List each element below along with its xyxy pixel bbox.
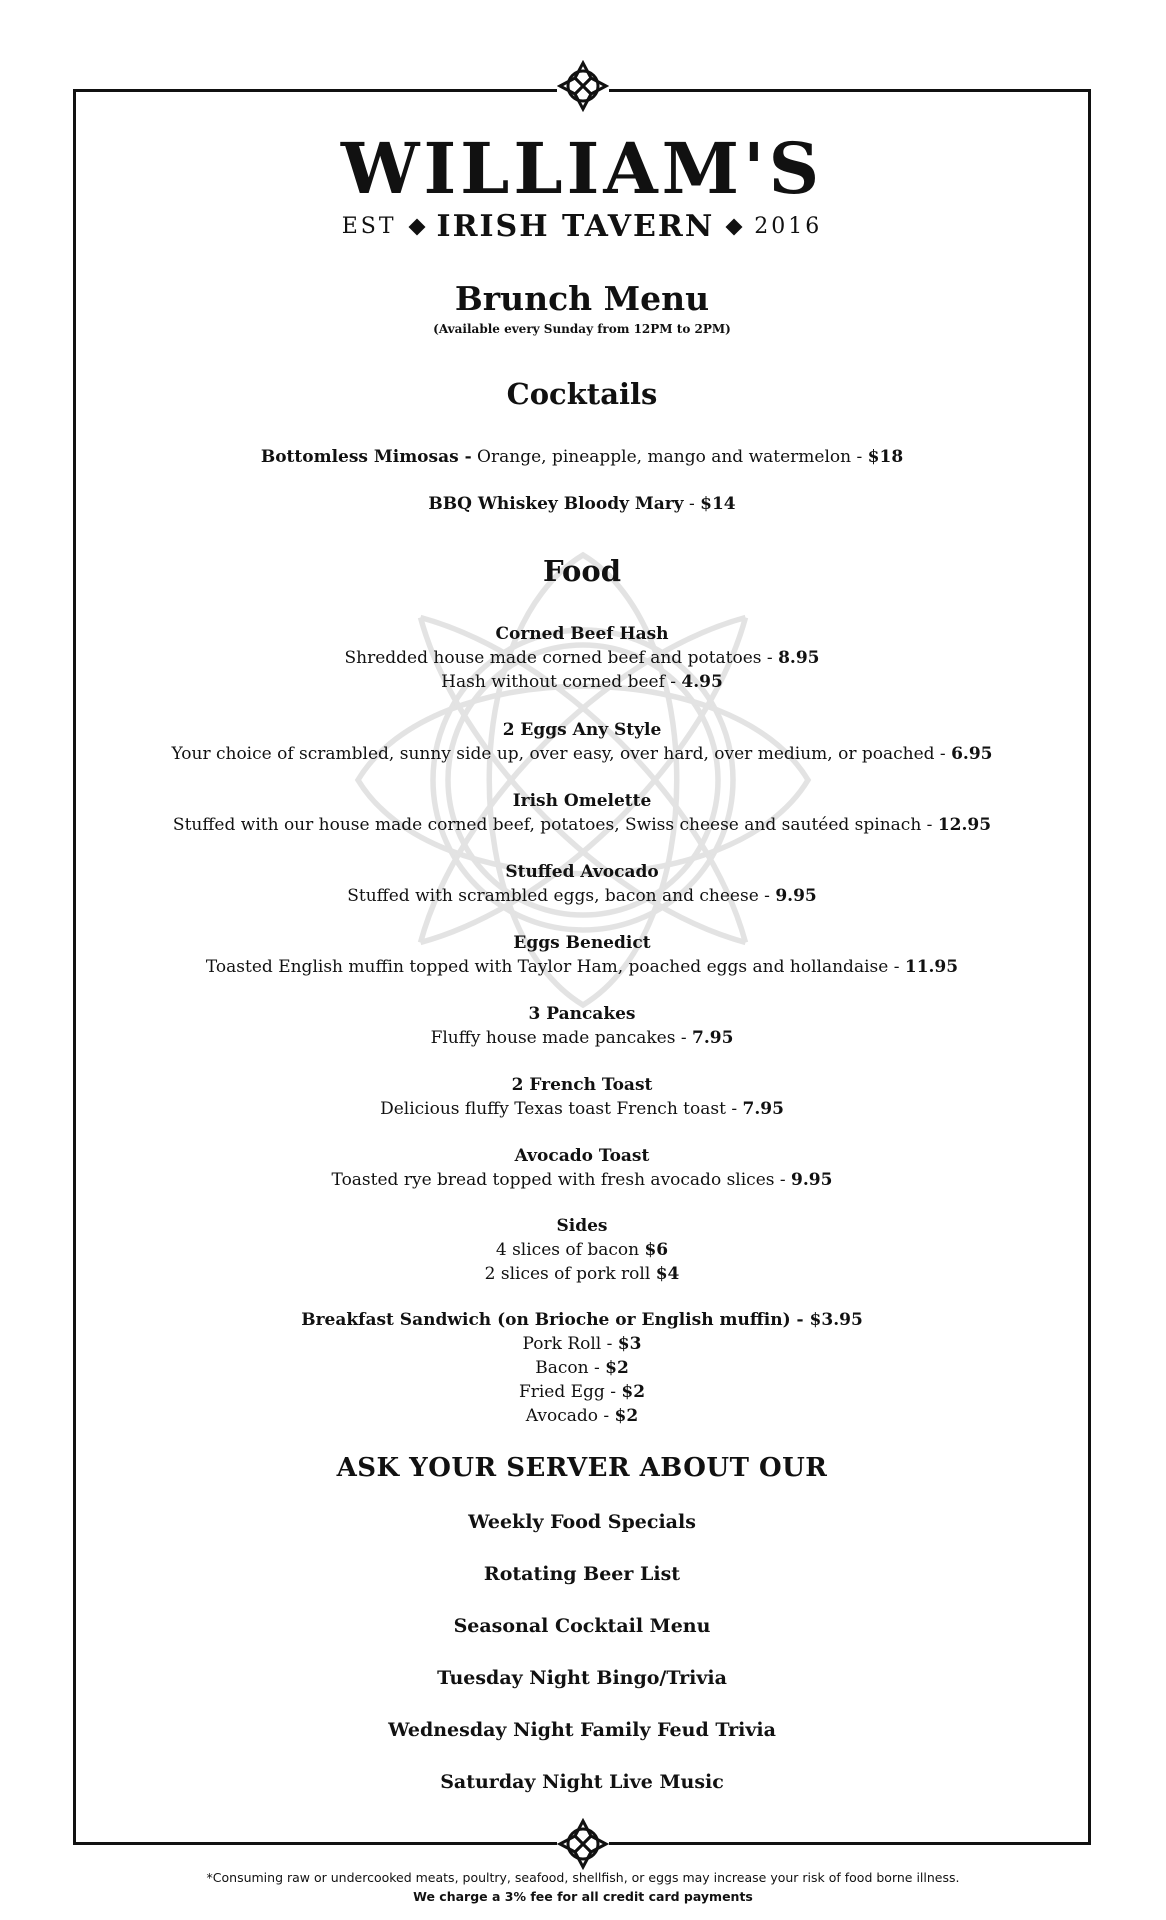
promo-item: Seasonal Cocktail Menu <box>453 1615 711 1637</box>
desc-text: Fluffy house made pancakes - <box>430 1028 693 1048</box>
price: 6.95 <box>951 744 993 764</box>
price: 7.95 <box>692 1028 734 1048</box>
logo-subtitle: IRISH TAVERN <box>436 209 715 244</box>
cocktail-price: $18 <box>867 447 904 467</box>
food-item-desc <box>73 1238 1091 1262</box>
logo-est: EST <box>341 214 397 239</box>
cocktail-item <box>73 492 1091 516</box>
food-item <box>73 789 1091 837</box>
food-item <box>73 1073 1091 1121</box>
food-item-desc <box>73 1404 1091 1428</box>
availability-note: (Available every Sunday from 12PM to 2PM) <box>433 322 731 336</box>
food-item-name: 2 French Toast <box>511 1075 653 1095</box>
desc-text: Pork Roll - <box>522 1334 618 1354</box>
food-safety-disclaimer: *Consuming raw or undercooked meats, poultry, seafood, shellfish, or eggs may increase your risk of food borne illness. <box>206 1870 960 1885</box>
price: 7.95 <box>742 1099 784 1119</box>
page-title: Brunch Menu <box>454 279 710 318</box>
food-item-desc <box>73 813 1091 837</box>
credit-card-fee-note: We charge a 3% fee for all credit card payments <box>413 1889 753 1904</box>
food-item-desc <box>73 1380 1091 1404</box>
diamond-icon <box>726 219 743 236</box>
desc-text: Delicious fluffy Texas toast French toast - <box>380 1099 743 1119</box>
tavern-logo <box>73 129 1091 245</box>
price: 9.95 <box>791 1170 833 1190</box>
food-item-name: Irish Omelette <box>512 791 652 811</box>
cocktail-item <box>73 445 1091 469</box>
desc-text: 4 slices of bacon <box>495 1240 645 1260</box>
cocktail-price: $14 <box>700 494 736 514</box>
desc-text: Fried Egg - <box>518 1382 622 1402</box>
food-item <box>73 1308 1091 1428</box>
price: 11.95 <box>904 957 959 977</box>
desc-text: Toasted English muffin topped with Taylor Ham, poached eggs and hollandaise - <box>205 957 905 977</box>
food-item-desc <box>73 1332 1091 1356</box>
celtic-knot-icon <box>557 1818 609 1870</box>
food-item <box>73 860 1091 908</box>
food-item <box>73 718 1091 766</box>
food-item-name: Breakfast Sandwich (on Brioche or English muffin) - $3.95 <box>301 1310 863 1330</box>
desc-text: Stuffed with scrambled eggs, bacon and cheese - <box>347 886 776 906</box>
food-item-desc <box>73 1356 1091 1380</box>
price: $2 <box>621 1382 646 1402</box>
ask-server-heading: ASK YOUR SERVER ABOUT OUR <box>336 1453 828 1483</box>
cocktail-desc: Orange, pineapple, mango and watermelon - <box>471 447 868 467</box>
food-item-name: Avocado Toast <box>514 1146 650 1166</box>
desc-text: Bacon - <box>535 1358 606 1378</box>
promo-item: Weekly Food Specials <box>468 1511 696 1533</box>
food-item-desc <box>73 1168 1091 1192</box>
price: $4 <box>655 1264 680 1284</box>
food-item <box>73 622 1091 694</box>
desc-text: Shredded house made corned beef and potatoes - <box>344 648 779 668</box>
desc-text: 2 slices of pork roll <box>484 1264 656 1284</box>
promo-item: Tuesday Night Bingo/Trivia <box>437 1667 727 1689</box>
desc-text: Stuffed with our house made corned beef, potatoes, Swiss cheese and sautéed spinach - <box>172 815 938 835</box>
price: $3 <box>617 1334 642 1354</box>
food-item <box>73 931 1091 979</box>
food-heading: Food <box>543 554 621 588</box>
desc-text: Your choice of scrambled, sunny side up, over easy, over hard, over medium, or poached - <box>171 744 952 764</box>
price: 12.95 <box>937 815 992 835</box>
desc-text: Hash without corned beef - <box>441 672 682 692</box>
food-item-name: Eggs Benedict <box>513 933 651 953</box>
desc-text: Toasted rye bread topped with fresh avocado slices - <box>331 1170 792 1190</box>
food-item <box>73 1002 1091 1050</box>
cocktail-name: BBQ Whiskey Bloody Mary <box>428 494 684 514</box>
price: 4.95 <box>681 672 723 692</box>
desc-text: Avocado - <box>525 1406 615 1426</box>
cocktail-name: Bottomless Mimosas - <box>260 447 472 467</box>
price: 8.95 <box>778 648 820 668</box>
food-item-name: Corned Beef Hash <box>495 624 669 644</box>
celtic-knot-icon <box>557 60 609 112</box>
price: $2 <box>605 1358 629 1378</box>
food-item-name: Stuffed Avocado <box>505 862 659 882</box>
food-item-name: 2 Eggs Any Style <box>502 720 662 740</box>
food-item-desc <box>73 884 1091 908</box>
price: $2 <box>614 1406 639 1426</box>
food-item-name: Sides <box>556 1216 608 1236</box>
food-item-desc <box>73 742 1091 766</box>
food-item-desc <box>73 670 1091 694</box>
food-item <box>73 1214 1091 1286</box>
food-item-desc <box>73 955 1091 979</box>
cocktail-desc: - <box>683 494 701 514</box>
food-item-desc <box>73 1262 1091 1286</box>
cocktails-heading: Cocktails <box>506 377 658 411</box>
price: 9.95 <box>775 886 817 906</box>
promo-item: Rotating Beer List <box>483 1563 681 1585</box>
food-item-desc <box>73 1097 1091 1121</box>
food-item-desc <box>73 1026 1091 1050</box>
diamond-icon <box>408 219 425 236</box>
food-item-name: 3 Pancakes <box>528 1004 636 1024</box>
logo-tagline <box>73 209 1091 245</box>
logo-year: 2016 <box>754 214 823 239</box>
price: $6 <box>644 1240 669 1260</box>
promo-item: Wednesday Night Family Feud Trivia <box>388 1719 776 1741</box>
food-item <box>73 1144 1091 1192</box>
promo-item: Saturday Night Live Music <box>440 1771 724 1793</box>
logo-name: WILLIAM'S <box>340 127 824 210</box>
food-item-desc <box>73 646 1091 670</box>
